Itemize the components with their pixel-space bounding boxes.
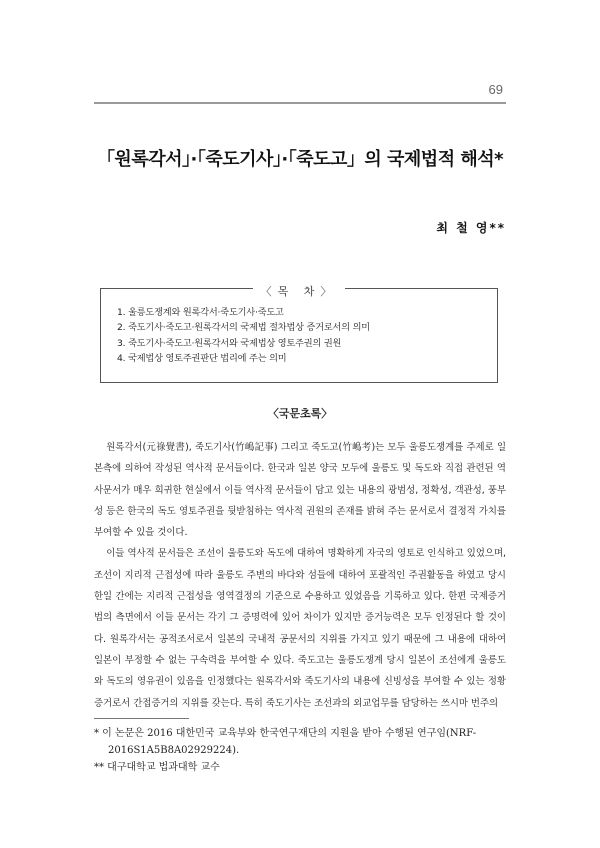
header-rule (94, 102, 506, 104)
footnote-affiliation: ** 대구대학교 법과대학 교수 (94, 762, 220, 773)
toc-item: 1. 울릉도쟁계와 원록각서·죽도기사·죽도고 (117, 307, 284, 318)
author-name: 최 철 영** (436, 221, 506, 235)
abstract-paragraph: 이들 역사적 문서들은 조선이 울릉도와 독도에 대하여 명확하게 자국의 영토로 인식하고 있었으며, 조선이 지리적 근접성에 따라 울릉도 주변의 바다와 섬들에 대하여 포괄적인 주권활동을 하였고 당시 한일 간에는 지리적 근접성을 영역결정의 기준으로 수용하고 있었음을 기록하고 있다. 한편 국제증거법의 측면에서 이들 문서는 각기 그 증명력에 있어 차이가 있지만 증거능력은 모두 인정된다 할 것이다. 원록각서는 공적조서로서 일본의 국내적 공문서의 지위를 가지고 있기 때문에 그 내용에 대하여 일본이 부정할 수 없는 구속력을 부여할 수 있다. 죽도고는 울릉도쟁계 당시 일본이 조선에게 울릉도와 독도의 영유권이 있음을 인정했다는 원록각서와 죽도기사의 내용에 신빙성을 부여할 수 있는 정황증거로서 간접증거의 지위를 갖는다. 특히 죽도기사는 조선과의 외교업무를 담당하는 쓰시마 번주의 (94, 548, 506, 709)
toc-item: 3. 죽도기사·죽도고·원록각서와 국제법상 영토주권의 권원 (117, 337, 342, 349)
toc-list (101, 289, 497, 367)
table-of-contents (100, 285, 498, 383)
abstract-body (94, 437, 506, 714)
toc-heading-wrap (101, 280, 497, 299)
toc-heading: 〈목 차〉 (253, 285, 346, 298)
footnote-rule (94, 718, 189, 719)
abstract-heading: 〈국문초록〉 (267, 407, 333, 420)
toc-item: 2. 죽도기사·죽도고·원록각서의 국제법 절차법상 증거로서의 의미 (117, 322, 370, 334)
abstract-paragraph: 원록각서(元祿覺書), 죽도기사(竹嶋記事) 그리고 죽도고(竹嶋考)는 모두 울릉도쟁계를 주제로 일본측에 의하여 작성된 역사적 문서들이다. 한국과 일본 양국 모두에 울릉도 및 독도와 직접 관련된 역사문서가 매우 희귀한 현실에서 이들 역사적 문서들이 담고 있는 내용의 광범성, 정확성, 객관성, 풍부성 등은 한국의 독도 영토주권을 뒷받침하는 역사적 권원의 존재를 밝혀 주는 문서로서 결정적 가치를 부여할 수 있을 것이다. (94, 442, 506, 539)
page-title: 「원록각서」·「죽도기사」·「죽도고」의 국제법적 해석* (96, 149, 504, 170)
toc-item: 4. 국제법상 영토주권판단 법리에 주는 의미 (117, 353, 287, 365)
footnote-funding: * 이 논문은 2016 대한민국 교육부와 한국연구재단의 지원을 받아 수행된 연구임(NRF-2016S1A5B8A02929224). (94, 728, 477, 756)
footnotes (94, 725, 506, 776)
page-number: 69 (488, 82, 503, 97)
